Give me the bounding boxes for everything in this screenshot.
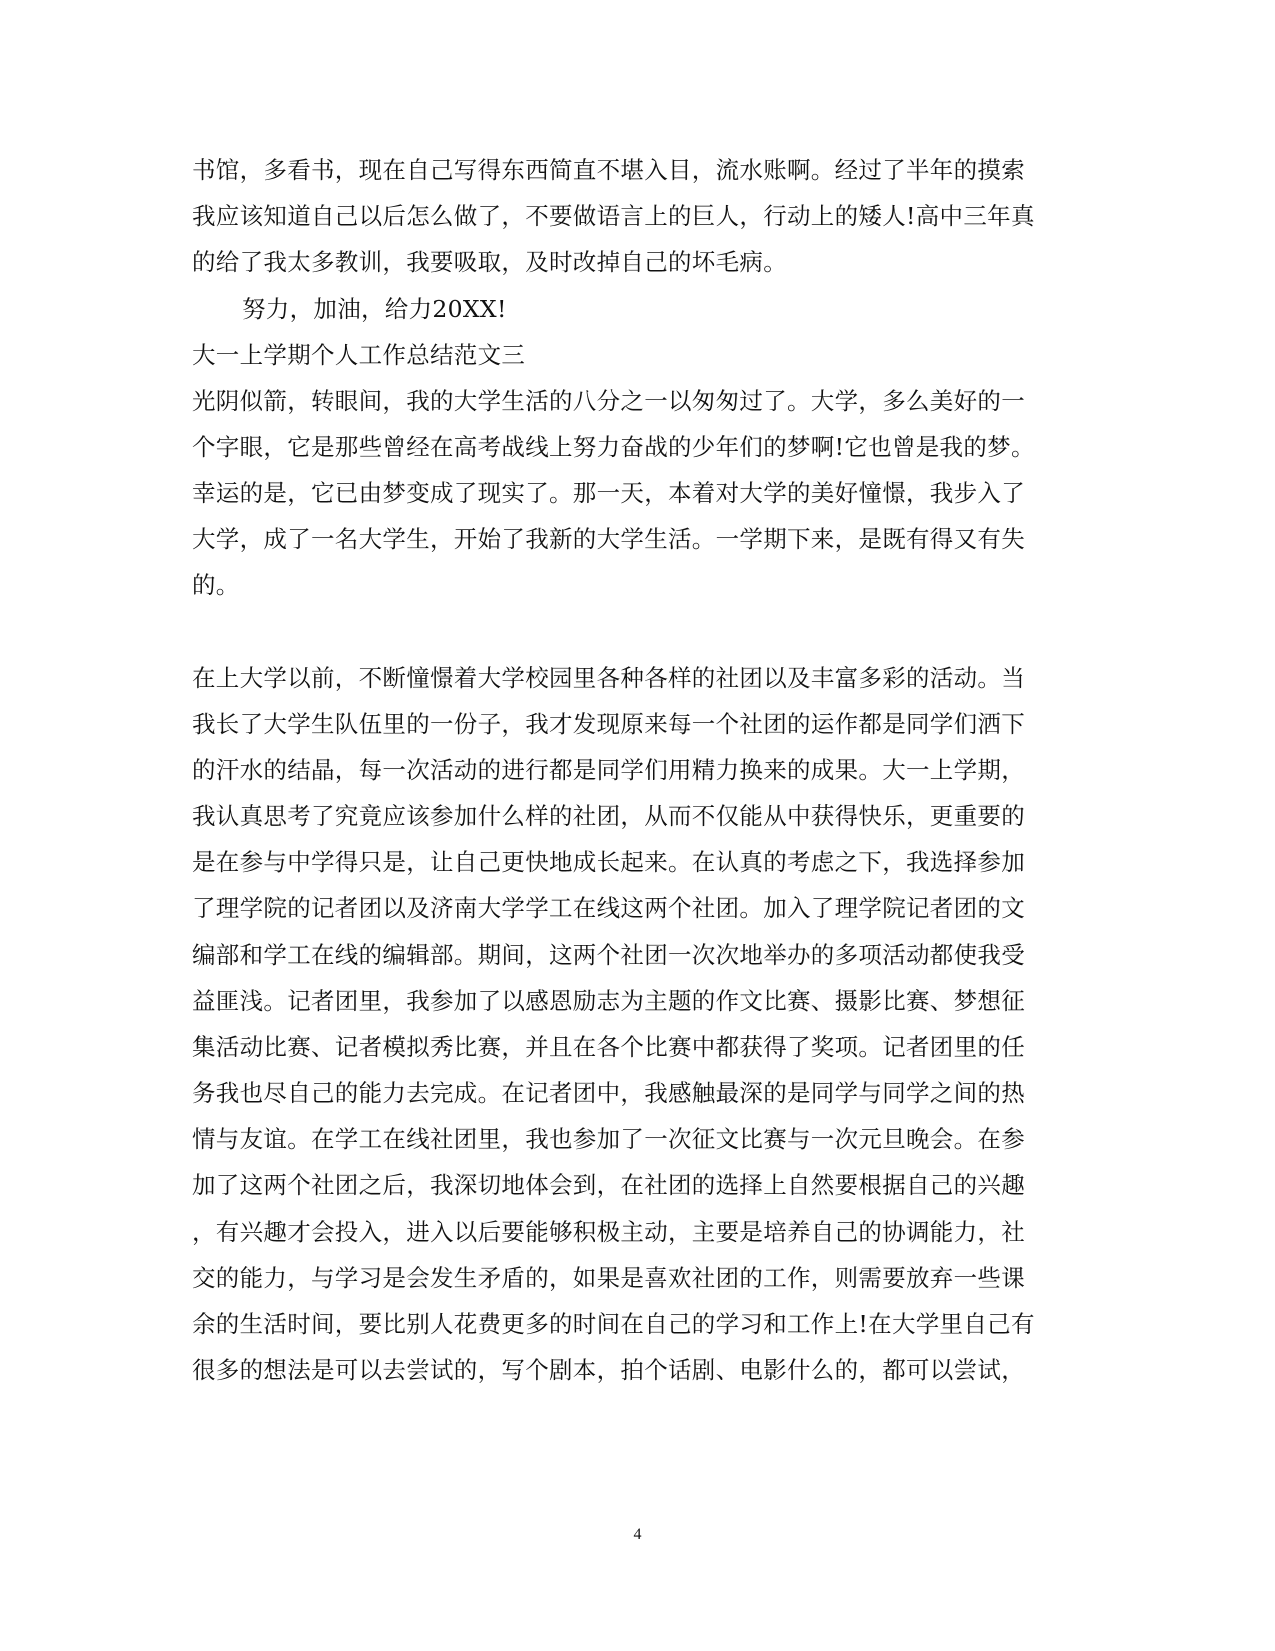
paragraph-line: 我长了大学生队伍里的一份子，我才发现原来每一个社团的运作都是同学们洒下 xyxy=(192,710,1025,738)
paragraph-line: 很多的想法是可以去尝试的，写个剧本，拍个话剧、电影什么的，都可以尝试， xyxy=(192,1356,1025,1384)
paragraph-line: 是在参与中学得只是，让自己更快地成长起来。在认真的考虑之下，我选择参加 xyxy=(192,848,1025,876)
paragraph-line: ，有兴趣才会投入，进入以后要能够积极主动，主要是培养自己的协调能力，社 xyxy=(192,1218,1025,1246)
paragraph-line: 幸运的是，它已由梦变成了现实了。那一天，本着对大学的美好憧憬，我步入了 xyxy=(192,479,1025,507)
paragraph-line: 的汗水的结晶，每一次活动的进行都是同学们用精力换来的成果。大一上学期， xyxy=(192,756,1025,784)
paragraph-line: 集活动比赛、记者模拟秀比赛，并且在各个比赛中都获得了奖项。记者团里的任 xyxy=(192,1033,1025,1061)
paragraph-line: 书馆，多看书，现在自己写得东西简直不堪入目，流水账啊。经过了半年的摸索 xyxy=(192,156,1025,184)
paragraph-line: 加了这两个社团之后，我深切地体会到，在社团的选择上自然要根据自己的兴趣 xyxy=(192,1171,1025,1199)
paragraph-line: 编部和学工在线的编辑部。期间，这两个社团一次次地举办的多项活动都使我受 xyxy=(192,941,1025,969)
paragraph-line: 益匪浅。记者团里，我参加了以感恩励志为主题的作文比赛、摄影比赛、梦想征 xyxy=(192,987,1025,1015)
page-number: 4 xyxy=(633,1526,642,1543)
paragraph-line: 个字眼，它是那些曾经在高考战线上努力奋战的少年们的梦啊!它也曾是我的梦。 xyxy=(192,433,1035,461)
cheer-line: 努力，加油，给力20XX! xyxy=(242,295,507,323)
paragraph-line: 务我也尽自己的能力去完成。在记者团中，我感触最深的是同学与同学之间的热 xyxy=(192,1079,1025,1107)
paragraph-line: 光阴似箭，转眼间，我的大学生活的八分之一以匆匆过了。大学，多么美好的一 xyxy=(192,387,1025,415)
paragraph-line: 我认真思考了究竟应该参加什么样的社团，从而不仅能从中获得快乐，更重要的 xyxy=(192,802,1025,830)
paragraph-line: 的。 xyxy=(192,571,240,599)
paragraph-line: 在上大学以前，不断憧憬着大学校园里各种各样的社团以及丰富多彩的活动。当 xyxy=(192,664,1025,692)
paragraph-line: 交的能力，与学习是会发生矛盾的，如果是喜欢社团的工作，则需要放弃一些课 xyxy=(192,1264,1025,1292)
paragraph-line: 情与友谊。在学工在线社团里，我也参加了一次征文比赛与一次元旦晚会。在参 xyxy=(192,1125,1025,1153)
paragraph-line: 了理学院的记者团以及济南大学学工在线这两个社团。加入了理学院记者团的文 xyxy=(192,894,1025,922)
paragraph-line: 我应该知道自己以后怎么做了，不要做语言上的巨人，行动上的矮人!高中三年真 xyxy=(192,202,1035,230)
section-heading: 大一上学期个人工作总结范文三 xyxy=(192,341,526,369)
paragraph-line: 余的生活时间，要比别人花费更多的时间在自己的学习和工作上!在大学里自己有 xyxy=(192,1310,1035,1338)
paragraph-line: 的给了我太多教训，我要吸取，及时改掉自己的坏毛病。 xyxy=(192,248,787,276)
paragraph-line: 大学，成了一名大学生，开始了我新的大学生活。一学期下来，是既有得又有失 xyxy=(192,525,1025,553)
